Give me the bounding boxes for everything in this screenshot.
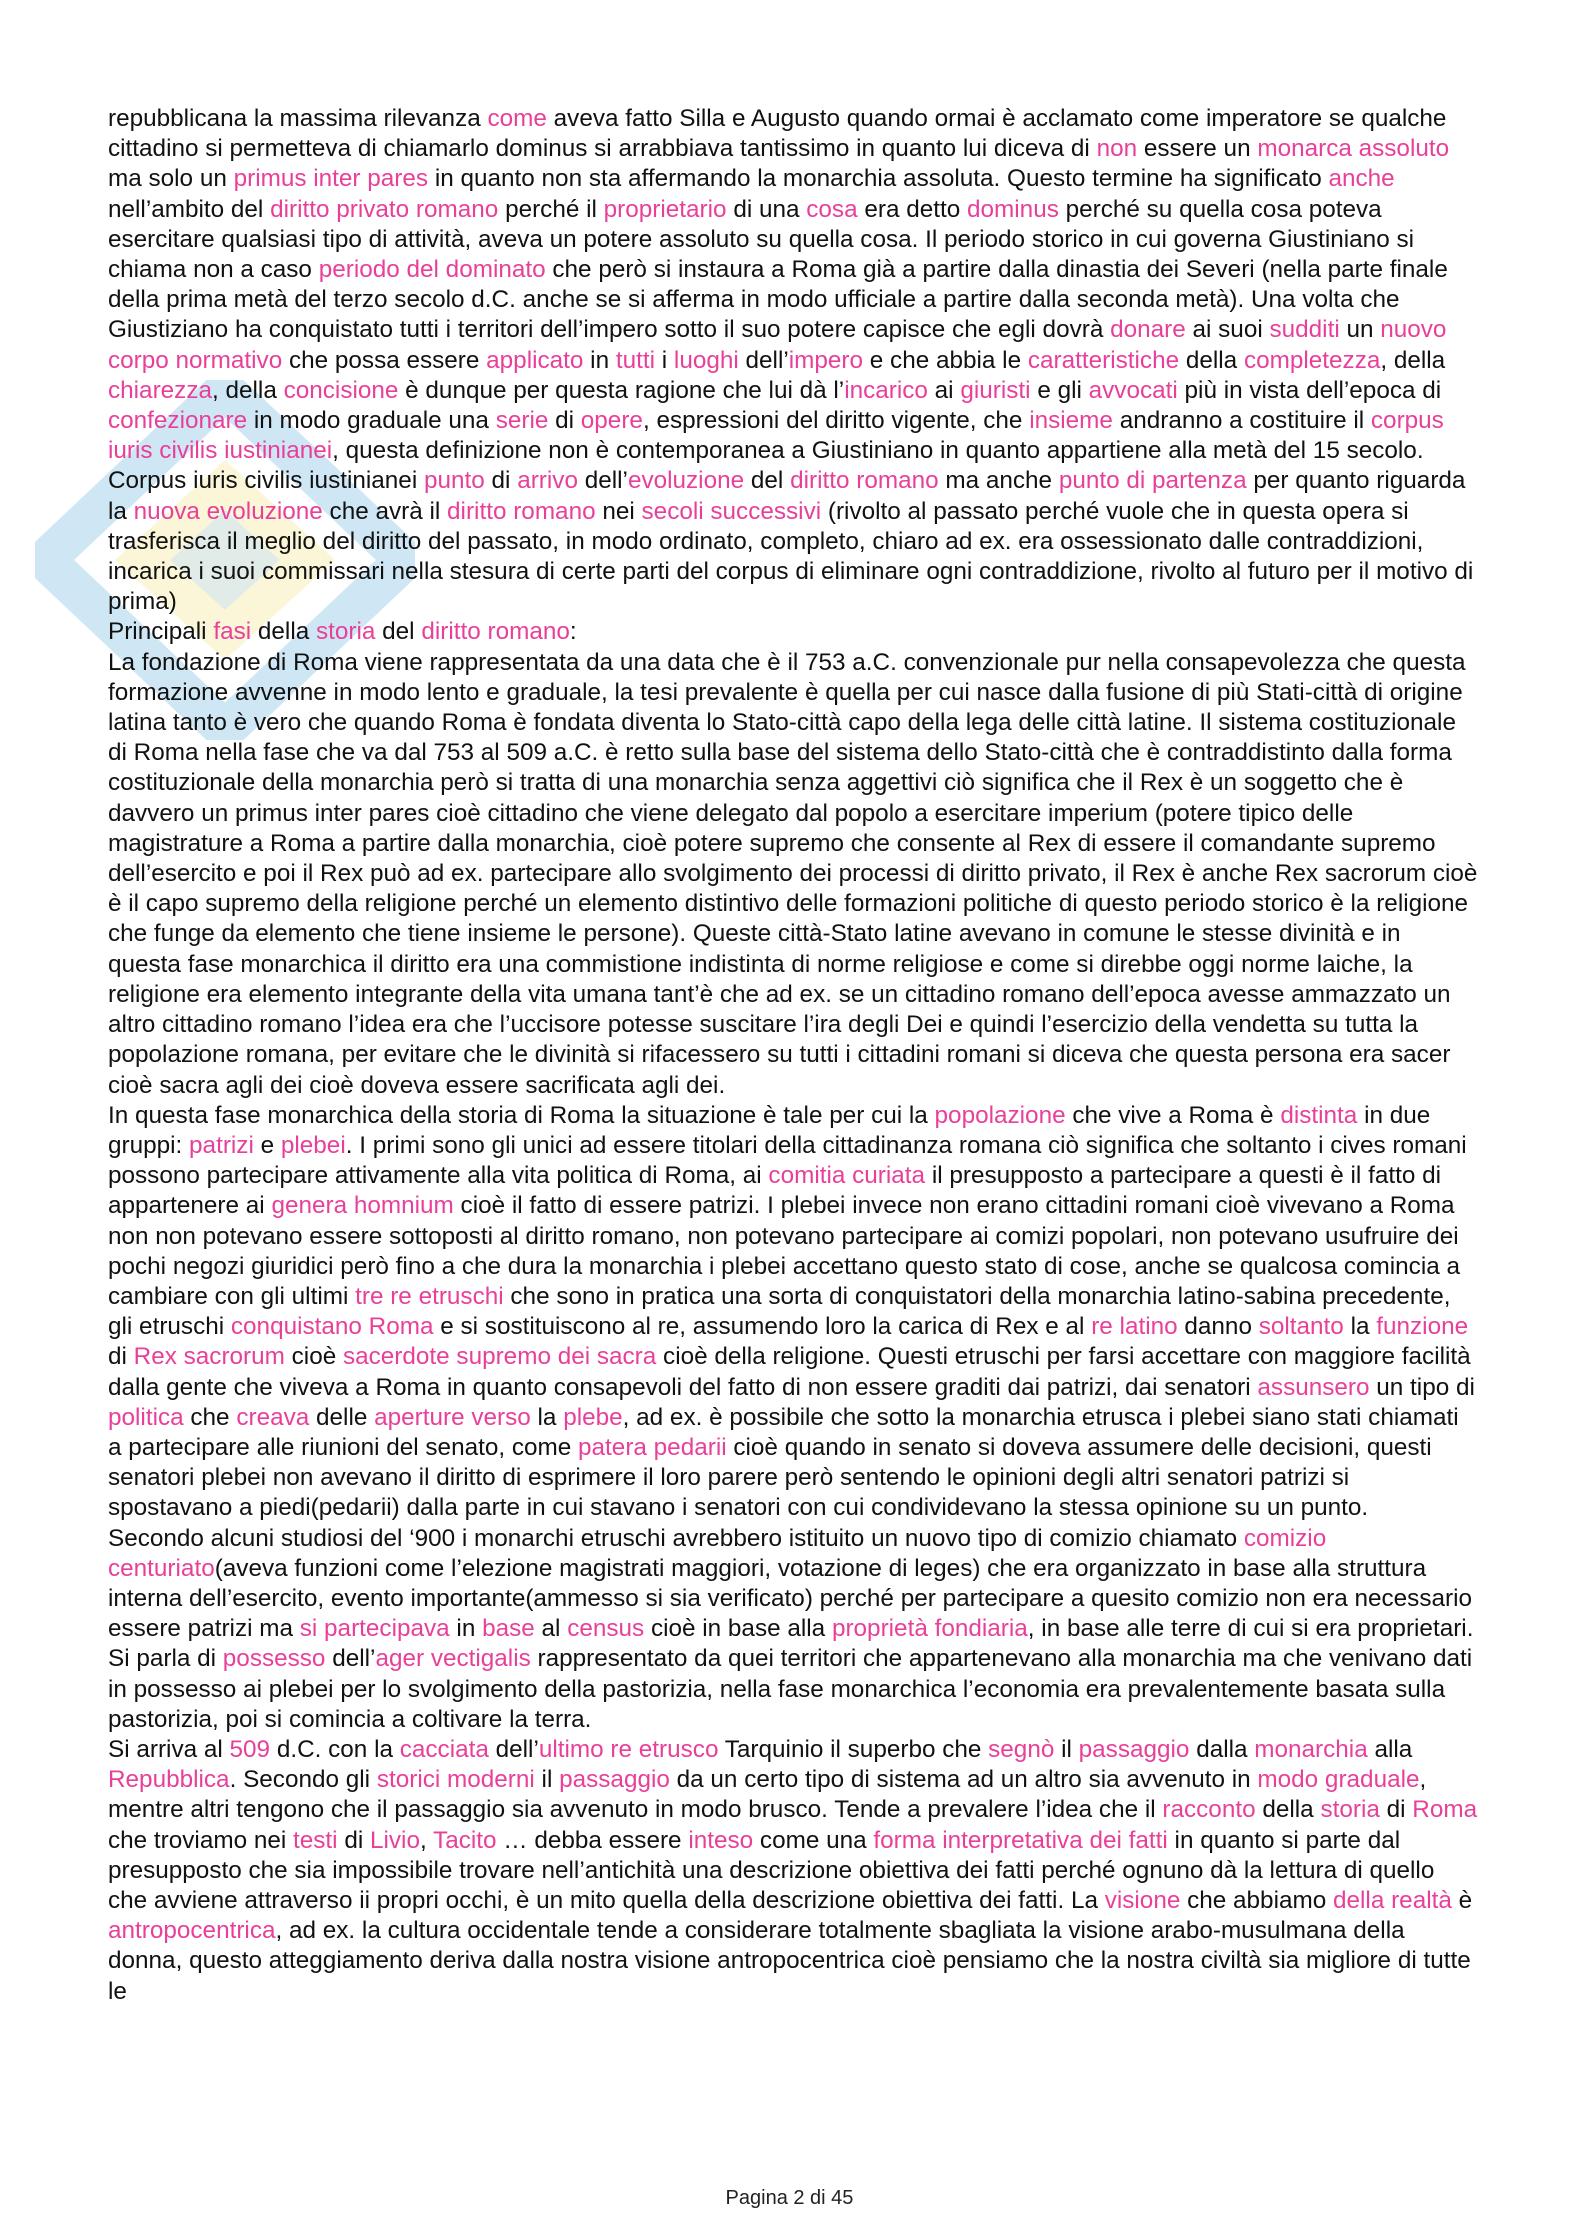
highlighted-term: monarca assoluto bbox=[1257, 135, 1450, 163]
highlighted-term: giuristi bbox=[960, 376, 1031, 404]
highlighted-term: periodo del dominato bbox=[318, 256, 546, 284]
highlighted-term: completezza bbox=[1243, 346, 1381, 374]
highlighted-term: passaggio bbox=[559, 1766, 670, 1794]
highlighted-term: 509 bbox=[229, 1735, 271, 1763]
highlighted-term: forma interpretativa dei fatti bbox=[873, 1826, 1168, 1854]
highlighted-term: punto bbox=[423, 467, 485, 495]
highlighted-term: dominus bbox=[967, 195, 1059, 223]
highlighted-term: incarico bbox=[844, 376, 928, 404]
highlighted-term: passaggio bbox=[1078, 1735, 1190, 1763]
highlighted-term: storia bbox=[1320, 1796, 1380, 1824]
highlighted-term: distinta bbox=[1280, 1101, 1358, 1129]
highlighted-term: comitia curiata bbox=[768, 1162, 926, 1190]
highlighted-term: patera pedarii bbox=[578, 1433, 727, 1461]
highlighted-term: chiarezza bbox=[108, 376, 212, 404]
highlighted-term: re latino bbox=[1091, 1313, 1178, 1341]
highlighted-term: nuova evoluzione bbox=[133, 497, 323, 525]
highlighted-term: politica bbox=[108, 1403, 184, 1431]
highlighted-term: avvocati bbox=[1088, 376, 1178, 404]
highlighted-term: Tacito bbox=[433, 1826, 497, 1854]
document-body bbox=[108, 104, 1478, 2007]
highlighted-term: punto di partenza bbox=[1058, 467, 1247, 495]
highlighted-term: insieme bbox=[1029, 407, 1113, 435]
paragraph: Secondo alcuni studiosi del ‘900 i monarchi etruschi avrebbero istituito un nuovo tipo di comizio chiamato comizio centuriato(aveva funzioni come l’elezione magistrati maggiori, votazione di leges) che era organizzato in base alla struttura interna dell’esercito, evento importante(ammesso si sia verificato) perché per partecipare a quesito comizio non era necessario essere patrizi ma si partecipava in base al census cioè in base alla proprietà fondiaria, in base alle terre di cui si era proprietari. Si parla di possesso dell’ager vectigalis rappresentato da quei territori che appartenevano alla monarchia ma che venivano dati in possesso ai plebei per lo svolgimento della pastorizia, nella fase monarchica l’economia era prevalentemente basata sulla pastorizia, poi si comincia a coltivare la terra. bbox=[108, 1524, 1474, 1733]
highlighted-term: donare bbox=[1110, 316, 1186, 344]
highlighted-term: comizio centuriato bbox=[108, 1524, 1327, 1582]
highlighted-term: tre re etruschi bbox=[355, 1282, 504, 1310]
highlighted-term: arrivo bbox=[517, 467, 578, 495]
highlighted-term: popolazione bbox=[934, 1101, 1066, 1129]
highlighted-term: inteso bbox=[688, 1826, 754, 1854]
highlighted-term: come bbox=[487, 105, 547, 132]
highlighted-term: soltanto bbox=[1258, 1313, 1344, 1341]
highlighted-term: caratteristiche bbox=[1027, 346, 1180, 374]
highlighted-term: cosa bbox=[806, 195, 858, 223]
highlighted-term: testi bbox=[293, 1826, 338, 1854]
highlighted-term: luoghi bbox=[673, 346, 739, 374]
highlighted-term: antropocentrica bbox=[108, 1917, 276, 1945]
highlighted-term: sacerdote supremo dei sacra bbox=[342, 1343, 657, 1371]
paragraph: repubblicana la massima rilevanza come aveva fatto Silla e Augusto quando ormai è acclamato come imperatore se qualche cittadino si permetteva di chiamarlo dominus si arrabbiava tantissimo in quanto lui diceva di non essere un monarca assoluto ma solo un primus inter pares in quanto non sta affermando la monarchia assoluta. Questo termine ha significato anche nell’ambito del diritto privato romano perché il proprietario di una cosa era detto dominus perché su quella cosa poteva esercitare qualsiasi tipo di attività, aveva un potere assoluto su quella cosa. Il periodo storico in cui governa Giustiniano si chiama non a caso periodo del dominato che però si instaura a Roma già a partire dalla dinastia dei Severi (nella parte finale della prima metà del terzo secolo d.C. anche se si afferma in modo ufficiale a partire dalla seconda metà). Una volta che Giustiziano ha conquistato tutti i territori dell’impero sotto il suo potere capisce che egli dovrà donare ai suoi sudditi un nuovo corpo normativo che possa essere applicato in tutti i luoghi dell’impero e che abbia le caratteristiche della completezza, della chiarezza, della concisione è dunque per questa ragione che lui dà l’incarico ai giuristi e gli avvocati più in vista dell’epoca di confezionare in modo graduale una serie di opere, espressioni del diritto vigente, che insieme andranno a costituire il corpus iuris civilis iustinianei, questa definizione non è contemporanea a Giustiniano in quanto appartiene alla metà del 15 secolo. Corpus iuris civilis iustinianei punto di arrivo dell’evoluzione del diritto romano ma anche punto di partenza per quanto riguarda la nuova evoluzione che avrà il diritto romano nei secoli successivi (rivolto al passato perché vuole che in questa opera si trasferisca il meglio del diritto del passato, in modo ordinato, completo, chiaro ad ex. era ossessionato dalle contraddizioni, incarica i suoi commissari nella stesura di certe parti del corpus di eliminare ogni contraddizione, rivolto al futuro per il motivo di prima) bbox=[108, 105, 1474, 616]
highlighted-term: visione bbox=[1104, 1886, 1181, 1914]
paragraph: La fondazione di Roma viene rappresentata da una data che è il 753 a.C. convenzionale pur nella consapevolezza che questa formazione avvenne in modo lento e graduale, la tesi prevalente è quella per cui nasce dalla fusione di più Stati-città di origine latina tanto è vero che quando Roma è fondata diventa lo Stato-città capo della lega delle città latine. Il sistema costituzionale di Roma nella fase che va dal 753 al 509 a.C. è retto sulla base del sistema dello Stato-città che è contraddistinto dalla forma costituzionale della monarchia però si tratta di una monarchia senza aggettivi ciò significa che il Rex è un soggetto che è davvero un primus inter pares cioè cittadino che viene delegato dal popolo a esercitare imperium (potere tipico delle magistrature a Roma a partire dalla monarchia, cioè potere supremo che consente al Rex di essere il comandante supremo dell’esercito e poi il Rex può ad ex. partecipare allo svolgimento dei processi di diritto privato, il Rex è anche Rex sacrorum cioè è il capo supremo della religione perché un elemento distintivo delle formazioni politiche di questo periodo storico è la religione che funge da elemento che tiene insieme le persone). Queste città-Stato latine avevano in comune le stesse divinità e in questa fase monarchica il diritto era una commistione indistinta di norme religiose e come si direbbe oggi norme laiche, la religione era elemento integrante della vita umana tant’è che ad ex. se un cittadino romano dell’epoca avesse ammazzato un altro cittadino romano l’idea era che l’uccisore potesse suscitare l’ira degli Dei e quindi l’esercizio della vendetta su tutta la popolazione romana, per evitare che le divinità si rifacessero su tutti i cittadini romani si diceva che questa persona era sacer cioè sacra agli dei cioè doveva essere sacrificata agli dei. bbox=[108, 648, 1478, 1099]
highlighted-term: possesso bbox=[222, 1645, 326, 1673]
highlighted-term: conquistano Roma bbox=[230, 1313, 434, 1341]
highlighted-term: proprietario bbox=[603, 195, 727, 223]
highlighted-term: plebei bbox=[280, 1131, 346, 1159]
highlighted-term: concisione bbox=[283, 376, 399, 404]
highlighted-term: assunsero bbox=[1257, 1373, 1370, 1401]
highlighted-term: tutti bbox=[615, 346, 656, 374]
highlighted-term: diritto romano bbox=[790, 467, 939, 495]
highlighted-term: base bbox=[482, 1615, 535, 1643]
highlighted-term: Livio bbox=[370, 1826, 420, 1854]
highlighted-term: Repubblica bbox=[108, 1766, 230, 1794]
highlighted-term: diritto romano bbox=[447, 497, 596, 525]
highlighted-term: sudditi bbox=[1269, 316, 1340, 344]
page-number: Pagina 2 di 45 bbox=[725, 2187, 854, 2209]
highlighted-term: plebe bbox=[563, 1403, 623, 1431]
highlighted-term: aperture verso bbox=[374, 1403, 531, 1431]
paragraph: In questa fase monarchica della storia di Roma la situazione è tale per cui la popolazione che vive a Roma è distinta in due gruppi: patrizi e plebei. I primi sono gli unici ad essere titolari della cittadinanza romana ciò significa che soltanto i cives romani possono partecipare attivamente alla vita politica di Roma, ai comitia curiata il presupposto a partecipare a questi è il fatto di appartenere ai genera homnium cioè il fatto di essere patrizi. I plebei invece non erano cittadini romani cioè vivevano a Roma non non potevano essere sottoposti al diritto romano, non potevano partecipare ai comizi popolari, non potevano usufruire dei pochi negozi giuridici però fino a che dura la monarchia i plebei accettano questo stato di cose, anche se qualcosa comincia a cambiare con gli ultimi tre re etruschi che sono in pratica una sorta di conquistatori della monarchia latino-sabina precedente, gli etruschi conquistano Roma e si sostituiscono al re, assumendo loro la carica di Rex e al re latino danno soltanto la funzione di Rex sacrorum cioè sacerdote supremo dei sacra cioè della religione. Questi etruschi per farsi accettare con maggiore facilità dalla gente che viveva a Roma in quanto consapevoli del fatto di non essere graditi dai patrizi, dai senatori assunsero un tipo di politica che creava delle aperture verso la plebe, ad ex. è possibile che sotto la monarchia etrusca i plebei siano stati chiamati a partecipare alle riunioni del senato, come patera pedarii cioè quando in senato si doveva assumere delle decisioni, questi senatori plebei non avevano il diritto di esprimere il loro parere però sentendo le opinioni degli altri senatori patrizi si spostavano a piedi(pedarii) dalla parte in cui stavano i senatori con cui condividevano la stessa opinione su un punto. bbox=[108, 1101, 1475, 1522]
highlighted-term: racconto bbox=[1162, 1796, 1256, 1824]
highlighted-term: primus inter pares bbox=[233, 165, 429, 193]
highlighted-term: Rex sacrorum bbox=[133, 1343, 285, 1371]
highlighted-term: genera homnium bbox=[271, 1192, 454, 1220]
highlighted-term: nuovo corpo normativo bbox=[108, 316, 1447, 374]
highlighted-term: opere bbox=[580, 407, 643, 435]
highlighted-term: Roma bbox=[1412, 1796, 1478, 1824]
paragraph: Principali fasi della storia del diritto romano: bbox=[108, 618, 577, 646]
highlighted-term: cacciata bbox=[399, 1735, 489, 1763]
highlighted-term: creava bbox=[236, 1403, 310, 1431]
highlighted-term: storia bbox=[315, 618, 376, 646]
highlighted-term: census bbox=[567, 1615, 645, 1643]
highlighted-term: impero bbox=[788, 346, 864, 374]
highlighted-term: ager vectigalis bbox=[375, 1645, 531, 1673]
highlighted-term: della realtà bbox=[1333, 1886, 1452, 1914]
highlighted-term: si partecipava bbox=[299, 1615, 450, 1643]
highlighted-term: applicato bbox=[486, 346, 584, 374]
highlighted-term: non bbox=[1096, 135, 1138, 163]
paragraph: Si arriva al 509 d.C. con la cacciata dell’ultimo re etrusco Tarquinio il superbo che segnò il passaggio dalla monarchia alla Repubblica. Secondo gli storici moderni il passaggio da un certo tipo di sistema ad un altro sia avvenuto in modo graduale, mentre altri tengono che il passaggio sia avvenuto in modo brusco. Tende a prevalere l’idea che il racconto della storia di Roma che troviamo nei testi di Livio, Tacito … debba essere inteso come una forma interpretativa dei fatti in quanto si parte dal presupposto che sia impossibile trovare nell’antichità una descrizione obiettiva dei fatti perché ognuno dà la lettura di quello che avviene attraverso ii propri occhi, è un mito quella della descrizione obiettiva dei fatti. La visione che abbiamo della realtà è antropocentrica, ad ex. la cultura occidentale tende a considerare totalmente sbagliata la visione arabo-musulmana della donna, questo atteggiamento deriva dalla nostra visione antropocentrica cioè pensiamo che la nostra civiltà sia migliore di tutte le bbox=[108, 1735, 1478, 2005]
highlighted-term: evoluzione bbox=[627, 467, 745, 495]
highlighted-term: anche bbox=[1328, 165, 1395, 193]
highlighted-term: monarchia bbox=[1254, 1735, 1368, 1763]
highlighted-term: storici moderni bbox=[376, 1766, 535, 1794]
highlighted-term: modo graduale bbox=[1257, 1766, 1420, 1794]
highlighted-term: patrizi bbox=[189, 1131, 254, 1159]
highlighted-term: diritto romano bbox=[421, 618, 570, 646]
highlighted-term: segnò bbox=[988, 1735, 1055, 1763]
highlighted-term: serie bbox=[495, 407, 549, 435]
highlighted-term: ultimo re etrusco bbox=[538, 1735, 719, 1763]
highlighted-term: funzione bbox=[1376, 1313, 1469, 1341]
highlighted-term: diritto privato romano bbox=[270, 195, 499, 223]
highlighted-term: confezionare bbox=[108, 407, 248, 435]
highlighted-term: fasi bbox=[213, 618, 252, 646]
highlighted-term: proprietà fondiaria bbox=[831, 1615, 1028, 1643]
highlighted-term: secoli successivi bbox=[641, 497, 822, 525]
highlighted-term: corpus iuris civilis iustinianei bbox=[108, 407, 1444, 465]
